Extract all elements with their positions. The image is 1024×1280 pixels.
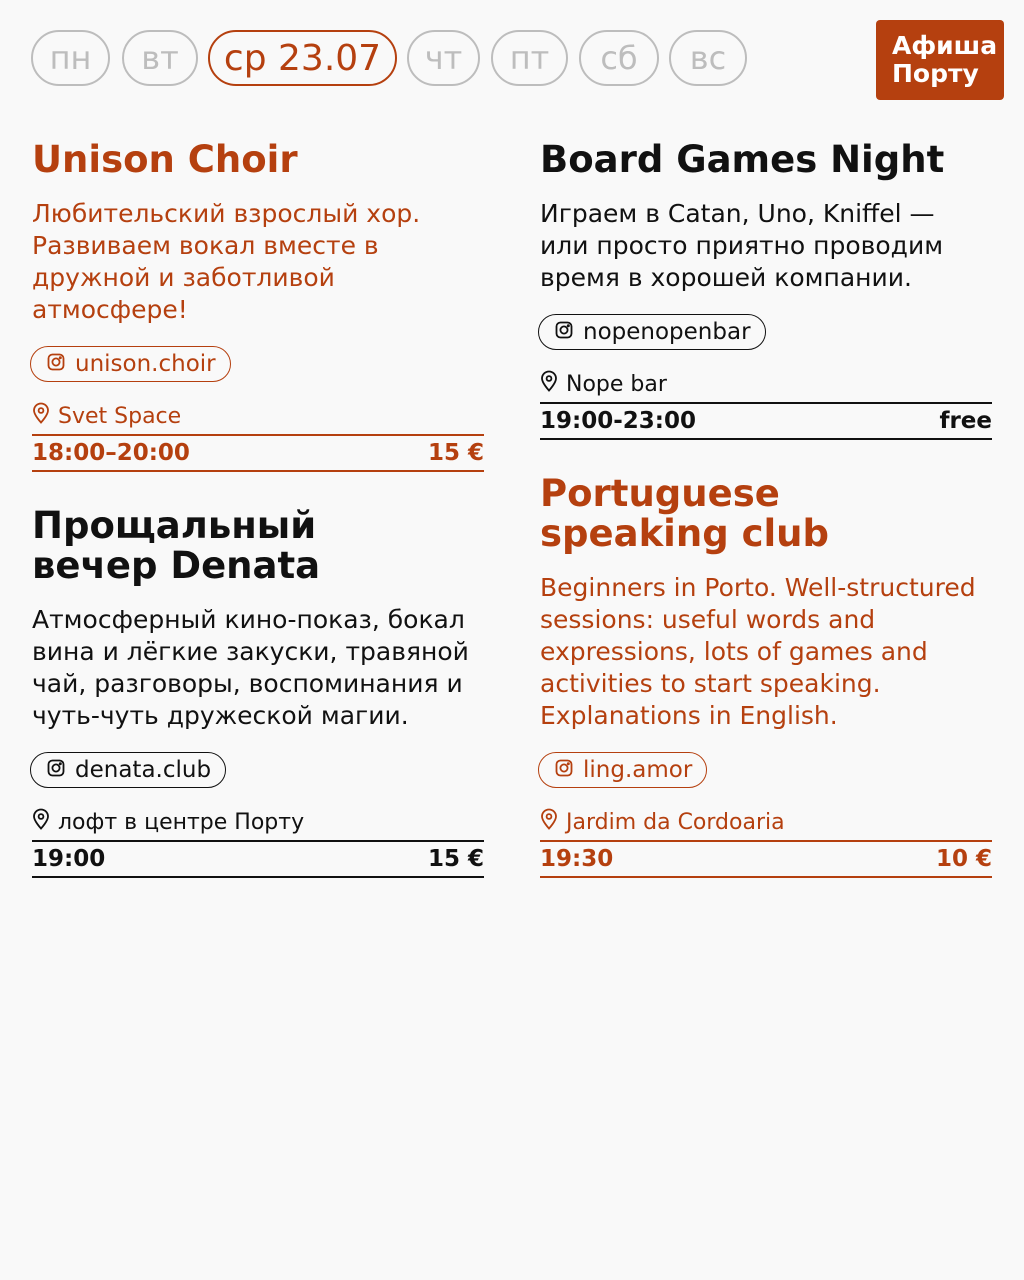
event-time-price — [32, 840, 484, 878]
instagram-handle: nopenopenbar — [583, 319, 751, 345]
event-title: Board Games Night — [540, 138, 945, 181]
event-time-price — [540, 840, 992, 878]
event-price: free — [939, 408, 992, 434]
location-name: Jardim da Cordoaria — [566, 809, 785, 835]
day-tab-tue[interactable]: вт — [122, 30, 198, 86]
event-time: 19:30 — [540, 846, 614, 872]
day-tab-sat[interactable]: сб — [579, 30, 659, 86]
event-price: 15 € — [427, 440, 484, 466]
day-tab-wed[interactable]: ср 23.07 — [208, 30, 397, 86]
instagram-icon — [47, 757, 65, 783]
event-price: 10 € — [935, 846, 992, 872]
event-time: 19:00 — [32, 846, 106, 872]
event-time: 19:00-23:00 — [540, 408, 696, 434]
instagram-handle: ling.amor — [583, 757, 693, 783]
event-title: Unison Choir — [32, 138, 298, 181]
instagram-tag[interactable] — [538, 314, 766, 350]
location-name: Nope bar — [566, 371, 667, 397]
day-tab-fri[interactable]: пт — [491, 30, 568, 86]
event-time-price — [540, 402, 992, 440]
day-tab-thu[interactable]: чт — [407, 30, 480, 86]
location-pin-icon — [32, 808, 50, 836]
instagram-icon — [555, 757, 573, 783]
location-pin-icon — [540, 808, 558, 836]
instagram-handle: denata.club — [75, 757, 212, 783]
event-location — [540, 370, 992, 398]
event-description: Любительский взрослый хор. Развиваем вокал вместе в дружной и заботливой атмосфере! — [32, 199, 421, 324]
event-time: 18:00–20:00 — [32, 440, 190, 466]
event-card — [32, 506, 484, 878]
event-location — [540, 808, 992, 836]
event-description: Атмосферный кино-показ, бокал вина и лёгкие закуски, травяной чай, разговоры, воспоминания и чуть-чуть дружеской магии. — [32, 605, 469, 730]
location-name: лофт в центре Порту — [58, 809, 305, 835]
instagram-icon — [47, 351, 65, 377]
location-pin-icon — [32, 402, 50, 430]
brand-line-1: Афиша — [892, 31, 998, 60]
event-title: Прощальный вечер Denata — [32, 504, 321, 587]
event-card — [540, 140, 992, 440]
day-tab-mon[interactable]: пн — [31, 30, 110, 86]
instagram-tag[interactable] — [30, 752, 226, 788]
event-card — [32, 140, 484, 472]
instagram-handle: unison.choir — [75, 351, 216, 377]
event-location — [32, 402, 484, 430]
location-name: Svet Space — [58, 403, 182, 429]
day-tab-sun[interactable]: вс — [669, 30, 747, 86]
location-pin-icon — [540, 370, 558, 398]
event-location — [32, 808, 484, 836]
event-time-price — [32, 434, 484, 472]
event-card — [540, 474, 992, 878]
instagram-icon — [555, 319, 573, 345]
event-price: 15 € — [427, 846, 484, 872]
instagram-tag[interactable] — [30, 346, 231, 382]
brand-logo[interactable] — [876, 20, 1004, 100]
instagram-tag[interactable] — [538, 752, 707, 788]
event-description: Играем в Catan, Uno, Kniffel — или просто приятно проводим время в хорошей компании. — [540, 199, 944, 292]
event-title: Portuguese speaking club — [540, 472, 830, 555]
brand-line-2: Порту — [892, 59, 979, 88]
event-description: Beginners in Porto. Well-structured sessions: useful words and expressions, lots of games and activities to start speaking. Explanations in English. — [540, 573, 976, 730]
